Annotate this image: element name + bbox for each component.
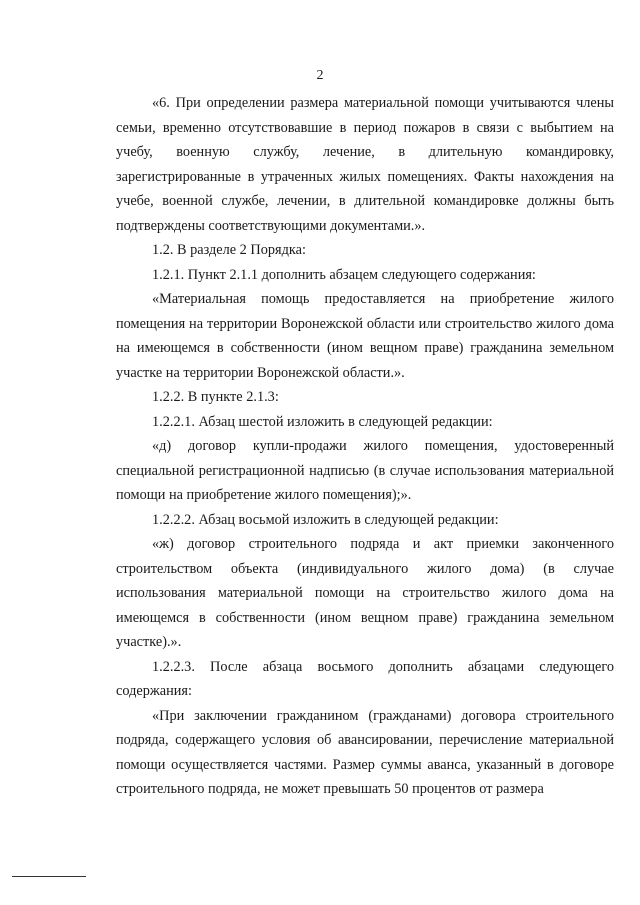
- paragraph-item-1-2-2-2: 1.2.2.2. Абзац восьмой изложить в следующей редакции:: [152, 511, 499, 528]
- paragraph-item-1-2-2-1: 1.2.2.1. Абзац шестой изложить в следующей редакции:: [152, 413, 493, 430]
- paragraph-item-1-2-2: 1.2.2. В пункте 2.1.3:: [152, 389, 279, 405]
- footer-divider: [12, 876, 86, 877]
- paragraph-subitem-d: «д) договор купли-продажи жилого помещения, удостоверенный специальной регистрационной надписью (в случае использования материальной помощи на приобретение жилого помещения);».: [116, 438, 614, 503]
- paragraph-material-aid: «Материальная помощь предоставляется на приобретение жилого помещения на территории Воронежской области или строительство жилого дома на имеющемся в собственности (ином вещном праве) гражданина земельном участке на территории Воронежской области.».: [116, 291, 614, 381]
- paragraph-item-1-2-2-3: 1.2.2.3. После абзаца восьмого дополнить абзацами следующего содержания:: [116, 658, 614, 699]
- paragraph-family-members: «6. При определении размера материальной помощи учитываются члены семьи, временно отсутствовавшие в период пожаров в связи с выбытием на учебу, военную службу, лечение, в длительную командировку, зарегистрированные в утраченных жилых помещениях. Факты нахождения на учебе, военной службе, лечении, в длительной командировке должны быть подтверждены соответствующими документами.».: [116, 95, 614, 234]
- page-number: 2: [316, 68, 324, 83]
- paragraph-section-2: 1.2. В разделе 2 Порядка:: [152, 242, 306, 258]
- paragraph-subitem-zh: «ж) договор строительного подряда и акт приемки законченного строительством объекта (индивидуального жилого дома) (в случае использования материальной помощи на строительство жилого дома на имеющемся в собственности (ином вещном праве) гражданина земельном участке).».: [116, 536, 614, 650]
- paragraph-advance-payment: «При заключении гражданином (гражданами) договора строительного подряда, содержащего условия об авансировании, перечисление материальной помощи осуществляется частями. Размер суммы аванса, указанный в договоре строительного подряда, не может превышать 50 процентов от размера: [116, 707, 614, 797]
- paragraph-item-1-2-1: 1.2.1. Пункт 2.1.1 дополнить абзацем следующего содержания:: [152, 266, 536, 283]
- document-body: [116, 91, 614, 802]
